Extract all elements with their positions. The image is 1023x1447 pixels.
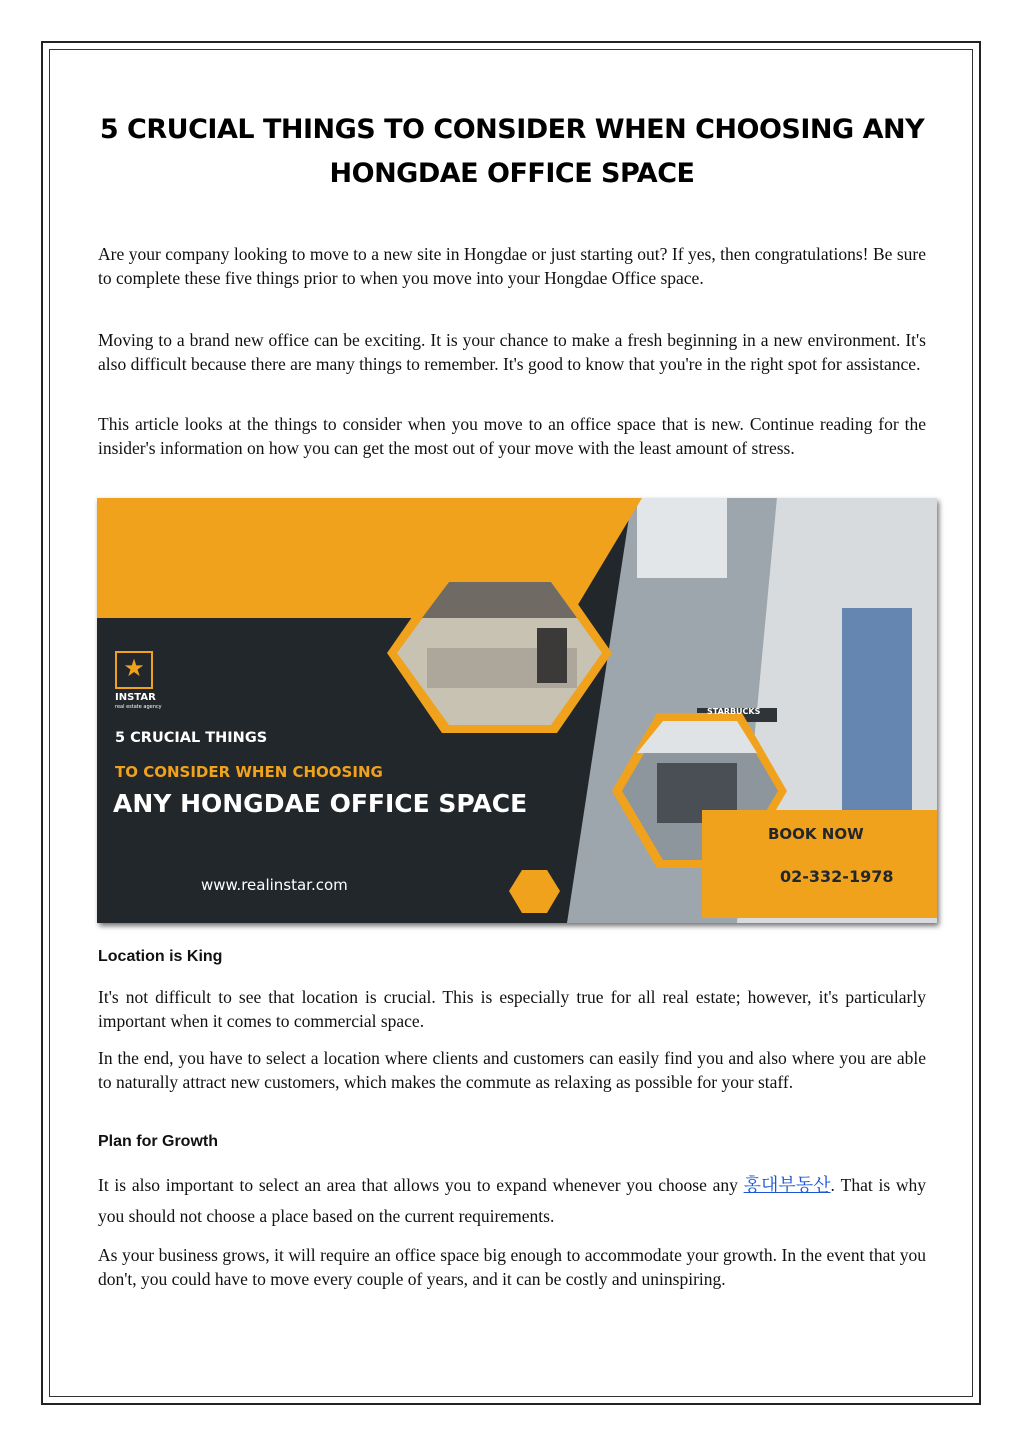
title-line-2: HONGDAE OFFICE SPACE — [329, 158, 695, 189]
location-paragraph-2: In the end, you have to select a location where clients and customers can easily find you and also where you are able to naturally attract new customers, which makes the commute as relaxing as possible for your staff. — [98, 1048, 926, 1092]
building-window — [842, 608, 912, 818]
sky-area — [637, 498, 727, 578]
banner-line-1: 5 CRUCIAL THINGS — [115, 730, 268, 746]
intro-paragraph-3: This article looks at the things to consider when you move to an office space that is new. Continue reading for the insider's information on how you can get the most out of your move with the least amount of stress. — [98, 414, 926, 458]
instar-logo-mark — [115, 651, 153, 689]
intro-paragraph-1: Are your company looking to move to a new site in Hongdae or just starting out? If yes, then congratulations! Be sure to complete these five things prior to when you move into your Hongdae Office space. — [98, 244, 926, 288]
location-paragraph-1: It's not difficult to see that location is crucial. This is especially true for all real estate; however, it's particularly important when it comes to commercial space. — [98, 987, 926, 1031]
growth-paragraph-2: As your business grows, it will require an office space big enough to accommodate your growth. In the event that you don't, you could have to move every couple of years, and it can be costly and uninspiring. — [98, 1245, 926, 1289]
storefront-sign: STARBUCKS — [707, 707, 761, 716]
star-icon: ★ — [123, 656, 145, 682]
growth-text-before: It is also important to select an area that allows you to expand whenever you choose any — [98, 1175, 738, 1195]
growth-text-after: . That is why you should not choose a place based on the current requirements. — [98, 1175, 926, 1226]
section-heading-growth: Plan for Growth — [98, 1133, 218, 1150]
promo-banner-image — [97, 498, 937, 923]
growth-paragraph-1 — [98, 1170, 926, 1231]
hongdae-realestate-link[interactable]: 홍대부동산 — [743, 1175, 831, 1196]
intro-paragraph-2: Moving to a brand new office can be exciting. It is your chance to make a fresh beginning in a new environment. It's also difficult because there are many things to remember. It's good to know that you're in the right spot for assistance. — [98, 330, 926, 374]
logo-name: INSTAR — [115, 692, 156, 703]
banner-line-2: TO CONSIDER WHEN CHOOSING — [115, 763, 383, 781]
banner-artwork — [97, 498, 937, 923]
logo-tagline: real estate agency — [115, 704, 162, 710]
banner-line-3: ANY HONGDAE OFFICE SPACE — [113, 789, 528, 818]
banner-website: www.realinstar.com — [201, 876, 348, 894]
article-title — [98, 108, 926, 196]
title-line-1: 5 CRUCIAL THINGS TO CONSIDER WHEN CHOOSING ANY — [99, 114, 925, 145]
section-heading-location: Location is King — [98, 948, 223, 965]
book-now-label: BOOK NOW — [768, 825, 864, 843]
phone-number: 02-332-1978 — [780, 867, 894, 886]
